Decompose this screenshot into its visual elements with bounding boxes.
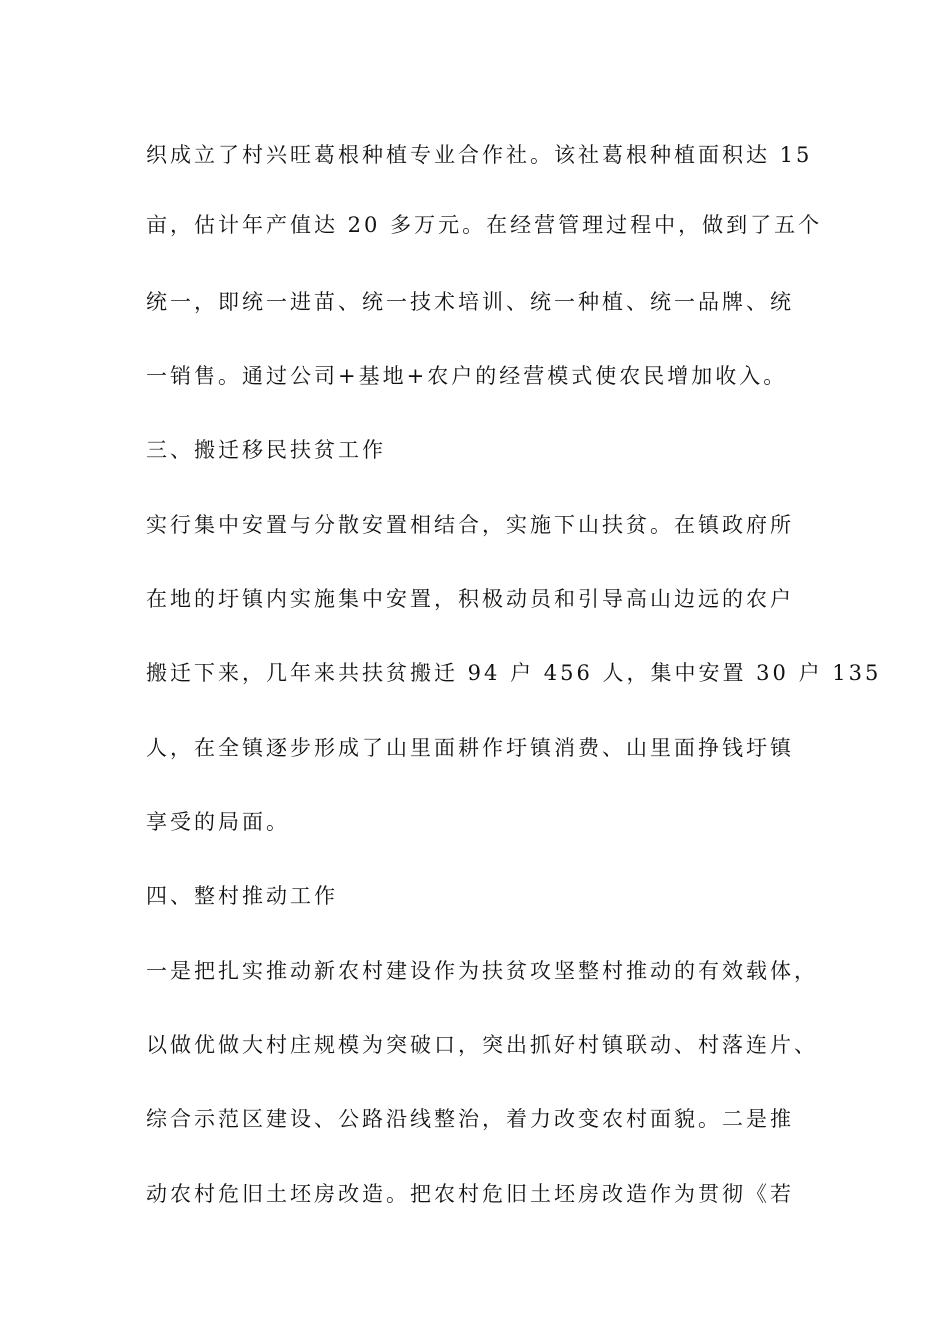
paragraph-line: 以做优做大村庄规模为突破口，突出抓好村镇联动、村落连片、 [146, 1033, 818, 1057]
paragraph-line: 在地的圩镇内实施集中安置，积极动员和引导高山边远的农户 [146, 587, 794, 611]
paragraph-line: 亩，估计年产值达 20 多万元。在经营管理过程中，做到了五个 [146, 213, 823, 237]
paragraph-line: 动农村危旧土坯房改造。把农村危旧土坯房改造作为贯彻《若 [146, 1182, 794, 1206]
paragraph-line: 实行集中安置与分散安置相结合，实施下山扶贫。在镇政府所 [146, 513, 794, 537]
paragraph-line: 搬迁下来，几年来共扶贫搬迁 94 户 456 人，集中安置 30 户 135 [146, 661, 882, 685]
paragraph-line: 一销售。通过公司+基地+农户的经营模式使农民增加收入。 [146, 364, 788, 388]
paragraph-line: 享受的局面。 [146, 810, 290, 834]
paragraph-line: 统一，即统一进苗、统一技术培训、统一种植、统一品牌、统 [146, 290, 794, 314]
paragraph-line: 人，在全镇逐步形成了山里面耕作圩镇消费、山里面挣钱圩镇 [146, 736, 794, 760]
section-heading: 四、整村推动工作 [146, 884, 338, 908]
paragraph-line: 织成立了村兴旺葛根种植专业合作社。该社葛根种植面积达 15 [146, 143, 813, 167]
paragraph-line: 综合示范区建设、公路沿线整治，着力改变农村面貌。二是推 [146, 1107, 794, 1131]
section-heading: 三、搬迁移民扶贫工作 [146, 438, 386, 462]
paragraph-line: 一是把扎实推动新农村建设作为扶贫攻坚整村推动的有效载体， [146, 959, 818, 983]
